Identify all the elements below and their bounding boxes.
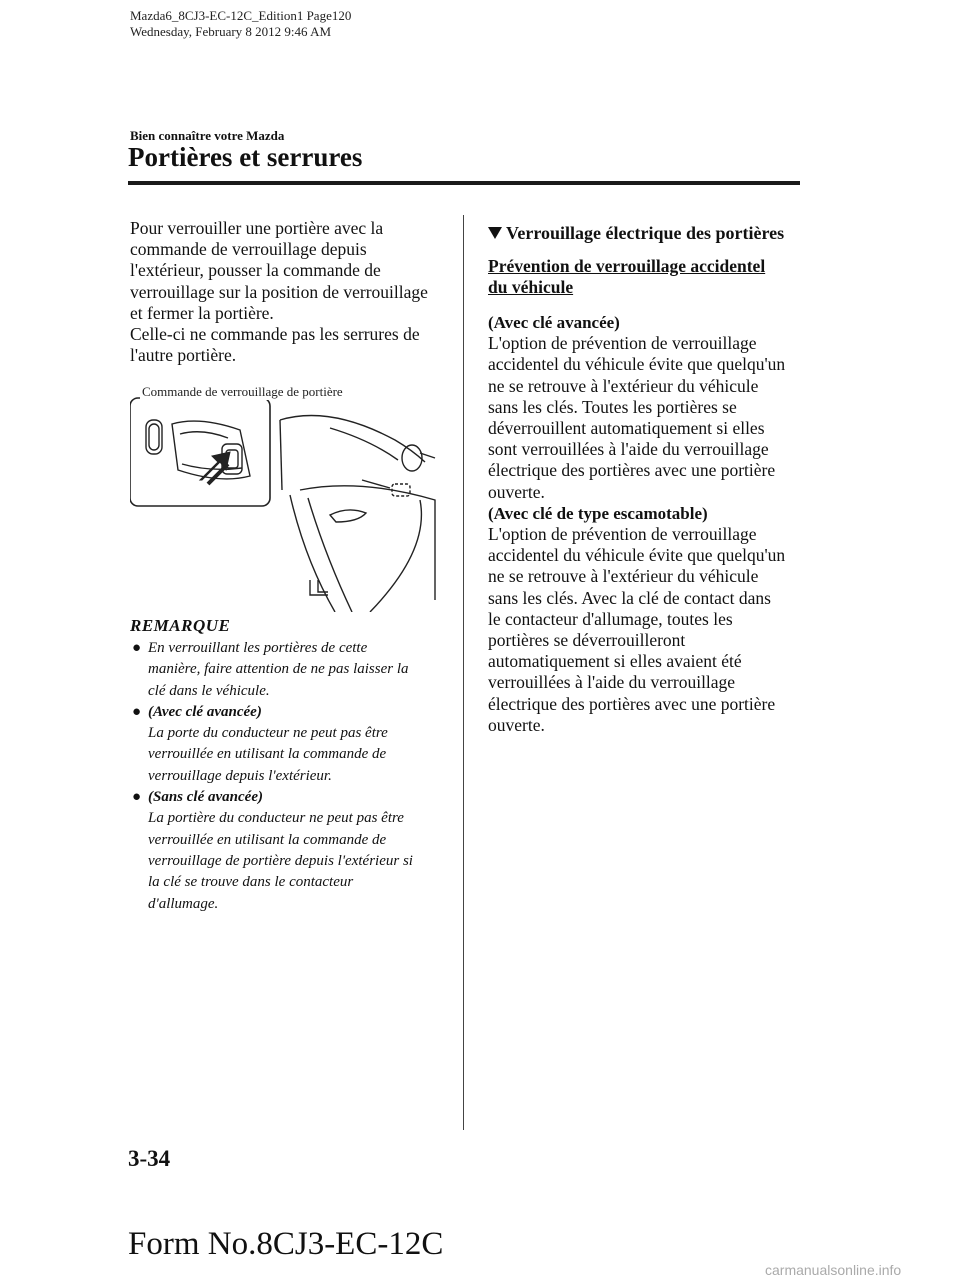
intro-line: l'extérieur, pousser la commande de — [130, 260, 381, 281]
body-line: sont verrouillées à l'aide du verrouillage — [488, 439, 769, 460]
bullet-icon: ● — [132, 789, 142, 806]
note-item — [130, 638, 450, 702]
note-item — [130, 787, 450, 915]
body-line: électrique des portières avec une portière — [488, 460, 776, 481]
print-header-line2: Wednesday, February 8 2012 9:46 AM — [130, 24, 332, 39]
page-number: 3-34 — [128, 1146, 171, 1171]
condition-label: (Avec clé avancée) — [488, 313, 620, 332]
right-column — [488, 222, 808, 736]
body-line: verrouillées à l'aide du verrouillage — [488, 672, 736, 693]
note-line: En verrouillant les portières de cette — [148, 640, 368, 656]
intro-line: et fermer la portière. — [130, 302, 274, 323]
body-line: ouverte. — [488, 714, 545, 735]
column-divider — [463, 215, 464, 1130]
body-line: automatiquement si elles avaient été — [488, 651, 742, 672]
body-line: ne se retrouve à l'extérieur du véhicule — [488, 375, 759, 396]
body-line: le contacteur d'allumage, toutes les — [488, 608, 733, 629]
subsection-heading — [488, 222, 808, 244]
intro-line: verrouillage sur la position de verrouillage — [130, 281, 428, 302]
page-title: Portières et serrures — [128, 142, 363, 172]
subsection-heading-text: Verrouillage électrique des portières — [506, 223, 785, 243]
door-lock-drawing — [130, 380, 445, 612]
body-line: électrique des portières avec une portière — [488, 693, 776, 714]
title-rule — [128, 181, 800, 185]
intro-paragraph — [130, 218, 445, 366]
condition-block — [488, 312, 808, 503]
bullet-icon: ● — [132, 703, 142, 720]
condition-block — [488, 503, 808, 736]
condition-label: (Avec clé de type escamotable) — [488, 503, 708, 523]
topic-line: du véhicule — [488, 277, 574, 297]
intro-line: commande de verrouillage depuis — [130, 239, 367, 260]
note-line: verrouillée en utilisant la commande de — [148, 746, 387, 763]
note-list — [130, 638, 450, 915]
intro-line: l'autre portière. — [130, 345, 237, 366]
figure-callout-label: Commande de verrouillage de portière — [142, 384, 343, 399]
print-header-line1: Mazda6_8CJ3-EC-12C_Edition1 Page120 — [130, 8, 352, 23]
note-line: La portière du conducteur ne peut pas être — [148, 810, 404, 827]
topic-heading — [488, 256, 808, 298]
note-line: la clé se trouve dans le contacteur — [148, 874, 354, 891]
body-line: déverrouillent automatiquement si elles — [488, 418, 765, 439]
note-line: clé dans le véhicule. — [148, 682, 270, 699]
bullet-icon: ● — [132, 640, 142, 656]
print-header — [130, 8, 351, 40]
condition-body — [488, 333, 808, 503]
note-subheading: (Sans clé avancée) — [148, 789, 263, 806]
body-line: ne se retrouve à l'extérieur du véhicule — [488, 566, 759, 587]
body-line: sans les clés. Toutes les portières se — [488, 396, 737, 417]
door-lock-illustration — [130, 380, 445, 612]
note-subheading: (Avec clé avancée) — [148, 703, 262, 720]
form-number: Form No.8CJ3-EC-12C — [128, 1226, 444, 1262]
body-line: ouverte. — [488, 481, 545, 502]
note-line: verrouillage de portière depuis l'extérieur si — [148, 852, 413, 869]
body-line: L'option de prévention de verrouillage — [488, 524, 757, 545]
note-line: d'allumage. — [148, 895, 219, 912]
body-line: accidentel du véhicule évite que quelqu'un — [488, 545, 786, 566]
condition-body — [488, 524, 808, 736]
body-line: L'option de prévention de verrouillage — [488, 333, 757, 354]
intro-line: Celle-ci ne commande pas les serrures de — [130, 324, 420, 345]
note-line: verrouillée en utilisant la commande de — [148, 831, 387, 848]
body-line: accidentel du véhicule évite que quelqu'un — [488, 354, 786, 375]
note-line: La porte du conducteur ne peut pas être — [148, 725, 388, 742]
watermark: carmanualsonline.info — [765, 1262, 902, 1278]
note-item — [130, 702, 450, 787]
note-title: REMARQUE — [130, 616, 231, 635]
intro-line: Pour verrouiller une portière avec la — [130, 218, 384, 238]
topic-line: Prévention de verrouillage accidentel — [488, 256, 766, 276]
body-line: portières se déverrouilleront — [488, 630, 686, 651]
note-line: verrouillage depuis l'extérieur. — [148, 767, 332, 784]
triangle-down-icon — [488, 227, 502, 239]
left-column — [130, 218, 445, 912]
note-block — [130, 616, 450, 915]
section-label: Bien connaître votre Mazda — [130, 128, 285, 143]
body-line: sans les clés. Avec la clé de contact dans — [488, 587, 771, 608]
note-line: manière, faire attention de ne pas laisser la — [148, 661, 409, 678]
